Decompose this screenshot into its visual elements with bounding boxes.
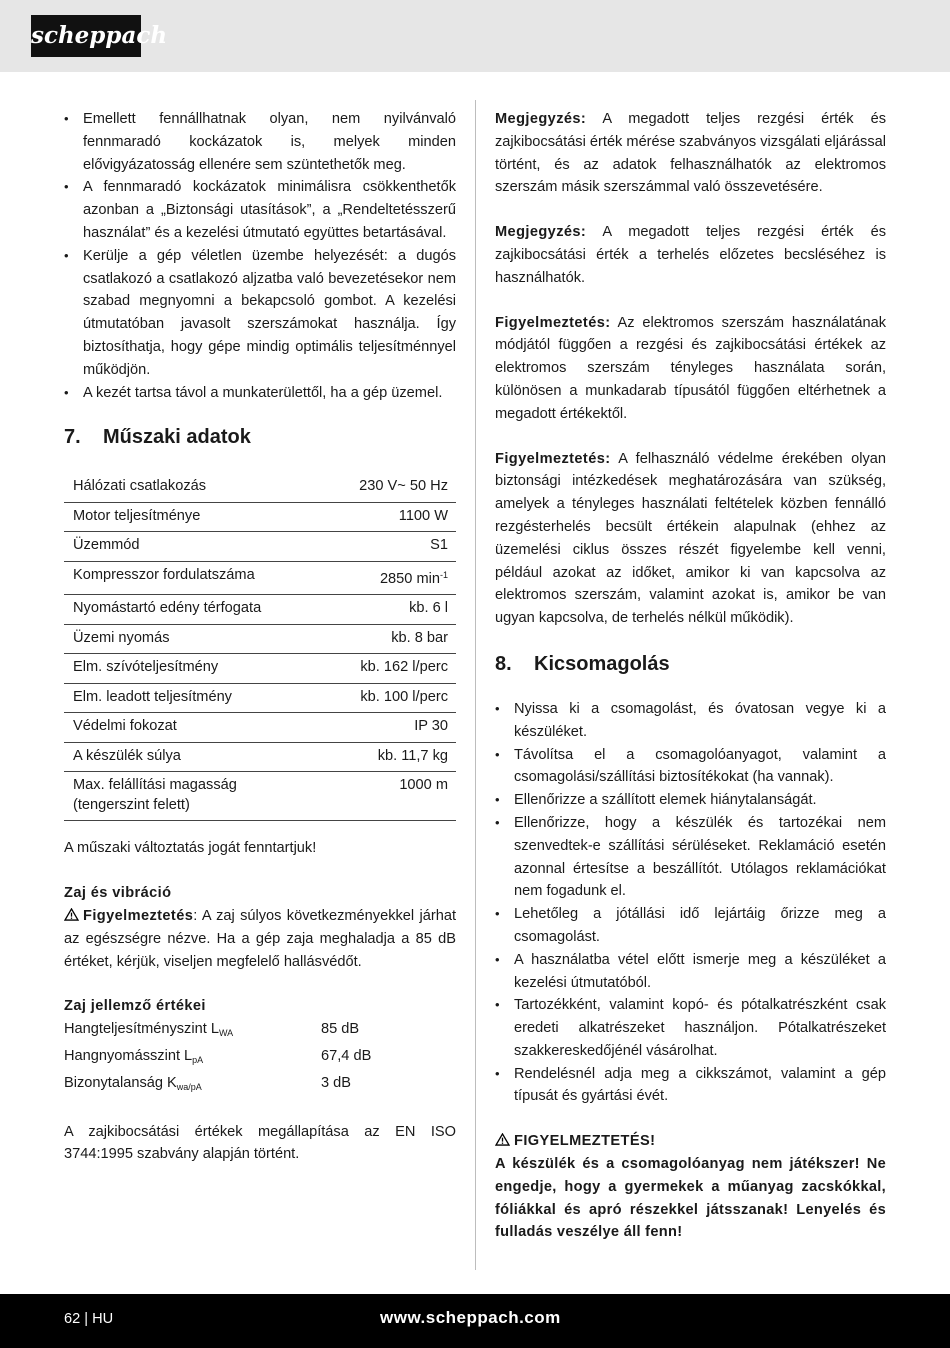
spec-label: Elm. szívóteljesítmény — [64, 654, 281, 684]
unpacking-bullet-list — [495, 698, 886, 1108]
spec-label: Elm. leadott teljesítmény — [64, 683, 281, 713]
table-row — [64, 1045, 371, 1072]
noise-value: 3 dB — [321, 1074, 352, 1091]
warning-triangle-icon — [64, 908, 79, 921]
noise-label: Hangteljesítményszint $L_{WA}$ — [64, 1021, 234, 1039]
warning-title: FIGYELMEZTETÉS! — [495, 1130, 886, 1153]
list-item: • Távolítsa el a csomagolóanyagot, valamint a csomagolási/szállítási biztosítékokat (ha vannak). — [495, 744, 886, 790]
page-number: 62 | HU — [64, 1311, 114, 1327]
website-link[interactable]: www.scheppach.com — [380, 1308, 561, 1327]
noise-warning: Figyelmeztetés: A zaj súlyos következményekkel járhat az egészségre nézve. Ha a gép zaja meghaladja a 85 dB értéket, kérjük, viseljen megfelelő hallásvédőt. — [64, 907, 456, 970]
table-row — [64, 713, 456, 743]
column-divider — [475, 100, 476, 1270]
footer-bar — [0, 1294, 950, 1348]
section-title: Kicsomagolás — [534, 652, 670, 675]
table-row — [64, 683, 456, 713]
spec-label: Hálózati csatlakozás — [64, 470, 281, 502]
spec-value: kb. 162 l/perc — [281, 654, 456, 684]
right-column — [495, 108, 886, 1244]
list-item: • A fennmaradó kockázatok minimálisra csökkenthetők azonban a „Biztonsági utasítások”, a „Rendeltetésszerű használat” és a kezelési útmutató együttes betartásával. — [64, 176, 456, 244]
list-item: • Rendelésnél adja meg a cikkszámot, valamint a gép típusát és gyártási évét. — [495, 1063, 886, 1109]
noise-standard-text: A zajkibocsátási értékek megállapítása az EN ISO 3744:1995 szabvány alapján történt. — [64, 1123, 456, 1163]
spec-value: kb. 6 l — [281, 595, 456, 625]
warning-text: A készülék és a csomagolóanyag nem játékszer! Ne engedje, hogy a gyermekek a műanyag zacskókkal, fóliákkal és apró részekkel játsszanak! Lenyelés és fulladás veszélye áll fenn! — [495, 1156, 886, 1241]
spec-value: IP 30 — [281, 713, 456, 743]
spec-value: kb. 11,7 kg — [281, 742, 456, 772]
table-row — [64, 470, 456, 502]
section-7-heading — [64, 423, 456, 451]
list-item: • Ellenőrizze, hogy a készülék és tartozékai nem szenvedtek-e szállítási sérüléseket. Reklamáció esetén azonnal értesítse a beszállítót. Utólagos reklamációkat nem fogadunk el. — [495, 812, 886, 903]
spec-label: Üzemmód — [64, 532, 281, 562]
spec-value: 1100 W — [281, 502, 456, 532]
spec-label: Motor teljesítménye — [64, 502, 281, 532]
table-row — [64, 502, 456, 532]
technical-change-note: A műszaki változtatás jogát fenntartjuk! — [64, 840, 317, 857]
spec-value: S1 — [281, 532, 456, 562]
section-8-heading — [495, 650, 886, 678]
spec-value: kb. 100 l/perc — [281, 683, 456, 713]
spec-label: Kompresszor fordulatszáma — [64, 561, 281, 595]
list-item: • Nyissa ki a csomagolást, és óvatosan vegye ki a készüléket. — [495, 698, 886, 744]
section-title: Műszaki adatok — [103, 426, 251, 449]
header-bar — [0, 0, 950, 72]
table-row — [64, 532, 456, 562]
noise-label: Hangnyomásszint $L_{pA}$ — [64, 1047, 204, 1065]
list-item: • A kezét tartsa távol a munkaterülettől, ha a gép üzemel. — [64, 382, 456, 405]
warning-triangle-icon — [495, 1133, 510, 1146]
spec-value: 2850 $\min^{-1}$ — [281, 561, 456, 595]
spec-label: A készülék súlya — [64, 742, 281, 772]
table-row — [64, 654, 456, 684]
spec-label: Max. felállítási magasság (tengerszint felett) — [64, 772, 281, 821]
table-row — [64, 772, 456, 821]
noise-values-table — [64, 1018, 371, 1098]
table-row — [64, 595, 456, 625]
table-row — [64, 742, 456, 772]
spec-label: Védelmi fokozat — [64, 713, 281, 743]
list-item: • A használatba vétel előtt ismerje meg a készüléket a kezelési útmutatóból. — [495, 949, 886, 995]
table-row — [64, 561, 456, 595]
list-item: • Lehetőleg a jótállási idő lejártáig őrizze meg a csomagolást. — [495, 903, 886, 949]
list-item: • Tartozékként, valamint kopó- és pótalkatrészként csak eredeti alkatrészeket használjon. Pótalkatrészeket szakkereskedőjénél vásárolhat. — [495, 994, 886, 1062]
spec-label: Nyomástartó edény térfogata — [64, 595, 281, 625]
list-item: • Emellett fennállhatnak olyan, nem nyilvánvaló fennmaradó kockázatok is, melyek minden elővigyázatosság ellenére sem szüntethetők meg. — [64, 108, 456, 176]
noise-value: 85 dB — [321, 1021, 360, 1038]
section-number: 7. — [64, 426, 81, 449]
list-item: • Kerülje a gép véletlen üzembe helyezését: a dugós csatlakozó a csatlakozó aljzatba való bevezetésekor nem szabad megnyomni a bekapcsoló gombot. A kezelési útmutatóban javasolt szerszámokat használja. Így biztosíthatja, hogy gépe mindig optimális teljesítménnyel működjön. — [64, 245, 456, 382]
noise-values-heading: Zaj jellemző értékei — [64, 998, 206, 1015]
noise-value: 67,4 dB — [321, 1047, 372, 1064]
note-paragraph: Megjegyzés: A megadott teljes rezgési érték és zajkibocsátási érték mérése szabványos vizsgálati eljárással történt, és az adatok felhasználhatók az elektromos szerszám másik szerszámmal való összevetésére. — [495, 111, 886, 196]
spec-value: 230 V~ 50 Hz — [281, 470, 456, 502]
scheppach-logo: scheppach — [31, 15, 141, 57]
table-row — [64, 1018, 371, 1045]
spec-value: 1000 m — [281, 772, 456, 821]
list-item: • Ellenőrizze a szállított elemek hiánytalanságát. — [495, 789, 886, 812]
spec-table — [64, 470, 456, 821]
warning-paragraph: Figyelmeztetés: Az elektromos szerszám használatának módjától függően a rezgési és zajkibocsátási értékek az elektromos szerszám tényleges használata során, különösen a munkadarab típusától függően eltérhetnek a megadott értékektől. — [495, 314, 886, 422]
spec-value: kb. 8 bar — [281, 624, 456, 654]
note-paragraph: Megjegyzés: A megadott teljes rezgési érték és zajkibocsátási érték a terhelés előzetes becsléséhez is használhatók. — [495, 224, 886, 286]
safety-bullet-list — [64, 108, 456, 404]
noise-heading: Zaj és vibráció — [64, 885, 172, 902]
warning-paragraph: Figyelmeztetés: A felhasználó védelme érekében olyan biztonsági intézkedések meghatározására van szükség, amelyek a tényleges használati feltételek közben fennálló rezgésterhelés becsült értékein alapulnak (ehhez az üzemelési ciklus összes részét figyelembe kell venni, például azokat az időket, amikor ki van kapcsolva az elektromos szerszám, valamint azokat is, amikor be van ugyan kapcsolva, de terhelés nélkül működik). — [495, 450, 886, 627]
table-row — [64, 1072, 371, 1099]
table-row — [64, 624, 456, 654]
section-number: 8. — [495, 652, 512, 675]
noise-label: Bizonytalanság $K_{wa/pA}$ — [64, 1074, 202, 1092]
spec-label: Üzemi nyomás — [64, 624, 281, 654]
left-column — [64, 108, 456, 1166]
